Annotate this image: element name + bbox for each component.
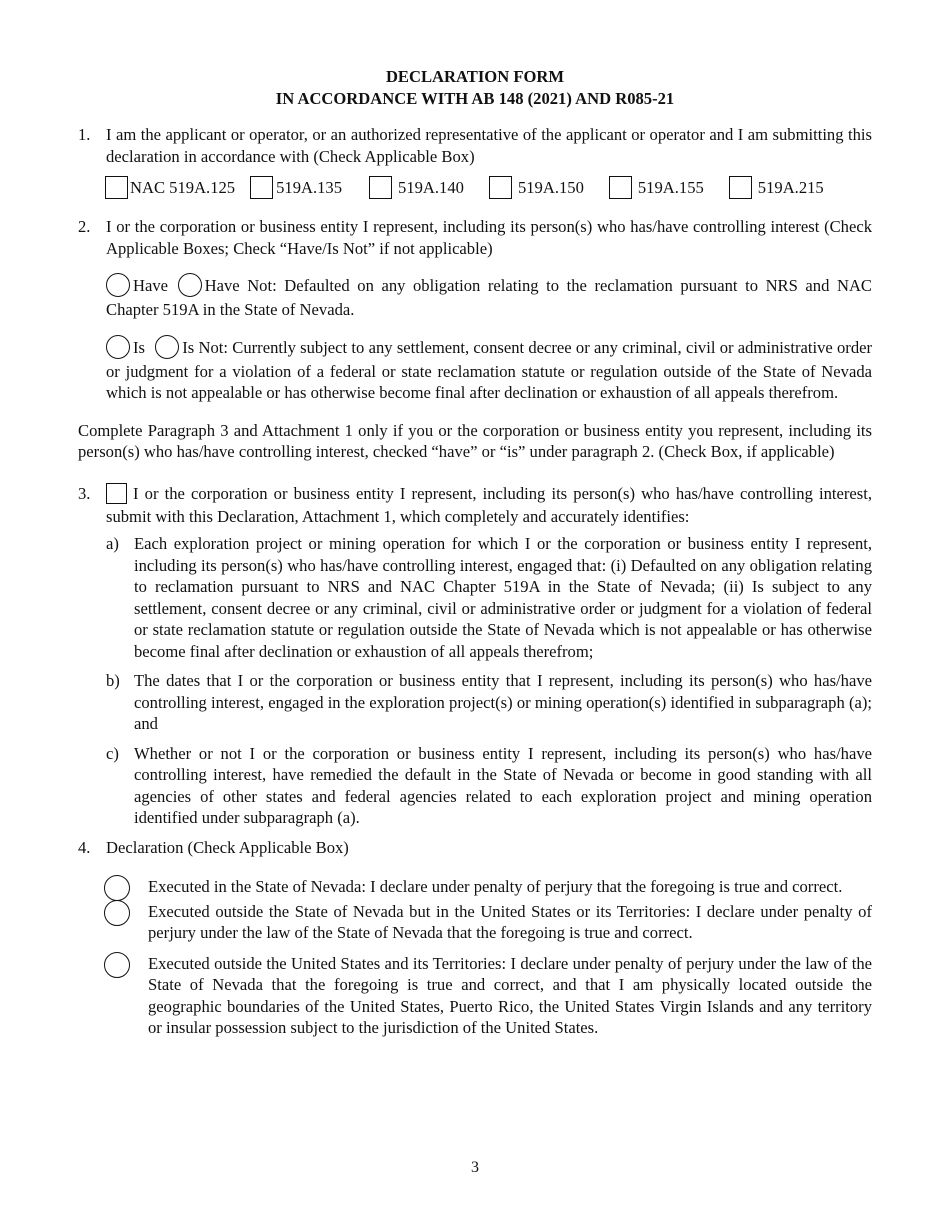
radio-is-label: Is: [133, 337, 145, 357]
checkbox-519a-135[interactable]: [250, 176, 342, 199]
item-3-text: I or the corporation or business entity I represent, including its person(s) who has/have controlling interest, submit with this Declaration, Attachment 1, which completely and accurately identifies:: [106, 483, 872, 526]
regulation-checkbox-row: [105, 176, 872, 199]
subitem-a: [78, 533, 872, 662]
declaration-option-text: Executed outside the State of Nevada but in the United States or its Territories: I declare under penalty of perjury under the law of the State of Nevada that the foregoing is true and correct.: [148, 901, 872, 943]
radio-have-not[interactable]: [178, 273, 202, 297]
title-line-2: IN ACCORDANCE WITH AB 148 (2021) AND R085-21: [275, 89, 675, 108]
item-1: [78, 124, 872, 167]
declaration-option-us: [78, 901, 872, 944]
radio-executed-in-us[interactable]: [104, 900, 130, 926]
checkbox-square[interactable]: [609, 176, 632, 199]
checkbox-label: 519A.150: [517, 177, 584, 197]
declaration-option-text: Executed outside the United States and its Territories: I declare under penalty of perjury under the law of the State of Nevada that the foregoing is true and correct, and that I am physically located outside the geographic boundaries of the United States, Puerto Rico, the United States Virgin Islands and any territory or insular possession subject to the jurisdiction of the United States.: [148, 953, 872, 1038]
radio-have-label: Have: [133, 276, 169, 295]
subitem-b-label: b): [106, 671, 120, 691]
radio-have[interactable]: [106, 273, 130, 297]
checkbox-square[interactable]: [369, 176, 392, 199]
subitem-b: [78, 670, 872, 735]
item-2-text: I or the corporation or business entity I represent, including its person(s) who has/have controlling interest (Check Applicable Boxes; Check “Have/Is Not” if not applicable): [106, 217, 872, 258]
checkbox-square[interactable]: [250, 176, 273, 199]
radio-is-not[interactable]: [155, 335, 179, 359]
radio-executed-outside-us[interactable]: [104, 952, 130, 978]
checkbox-label: 519A.155: [637, 177, 704, 197]
declaration-option-text: Executed in the State of Nevada: I declare under penalty of perjury that the foregoing is true and correct.: [148, 877, 843, 897]
default-radio-group: [78, 275, 872, 321]
item-3-number: 3.: [78, 483, 91, 503]
checkbox-label: 519A.140: [398, 177, 464, 197]
item-4-number: 4.: [78, 837, 91, 857]
checkbox-label: NAC 519A.125: [130, 177, 236, 197]
checkbox-519a-215[interactable]: [729, 176, 824, 199]
item-1-text: I am the applicant or operator, or an authorized representative of the applicant or operator and I am submitting this declaration in accordance with (Check Applicable Box): [106, 125, 872, 166]
paragraph-3-instruction: Complete Paragraph 3 and Attachment 1 only if you or the corporation or business entity you represent, including its person(s) who has/have controlling interest, checked “have” or “is” under paragraph 2. (Check Box, if applicable): [78, 420, 872, 462]
subitem-a-label: a): [106, 534, 119, 554]
item-4-text: Declaration (Check Applicable Box): [106, 837, 349, 857]
item-1-number: 1.: [78, 125, 91, 144]
checkbox-square[interactable]: [105, 176, 128, 199]
document-page: [78, 66, 872, 1039]
checkbox-519a-155[interactable]: [609, 176, 704, 199]
declaration-option-nevada: [78, 876, 872, 898]
form-title: [78, 66, 872, 110]
radio-is-not-label: Is Not: Currently subject to any settlement, consent decree or any criminal, civil or administrative order or judgment for a violation of a federal or state reclamation statute or regulation outside of the State of Nevada which is not appealable or has otherwise become final after declination or exhaustion of all appeals therefrom.: [106, 337, 873, 403]
subitem-c-text: Whether or not I or the corporation or business entity I represent, including its person(s) who has/have controlling interest, have remedied the default in the State of Nevada or become in good standing with all agencies of other states and federal agencies related to each exploration project and mining operation identified under subparagraph (a).: [134, 743, 872, 828]
checkbox-square[interactable]: [729, 176, 752, 199]
checkbox-label: 519A.215: [757, 177, 824, 197]
subitem-a-text: Each exploration project or mining operation for which I or the corporation or business entity I represent, including its person(s) who has/have controlling interest, engaged that: (i) Defaulted on any obligation relating to reclamation pursuant to NRS and NAC Chapter 519A in the State of Nevada; (ii) Is subject to any settlement, consent decree or any criminal, civil or administrative order or judgment for a violation of federal or state reclamation statute or regulation outside the State of Nevada which is not appealable or has otherwise become final after declination or exhaustion of all appeals therefrom;: [134, 534, 872, 661]
item-2: [78, 216, 872, 259]
attachment-1-checkbox[interactable]: [106, 483, 127, 504]
radio-have-not-label: Have Not: Defaulted on any obligation relating to the reclamation pursuant to NRS and NAC Chapter 519A in the State of Nevada.: [106, 276, 873, 320]
radio-executed-in-nevada[interactable]: [104, 875, 130, 901]
checkbox-label: 519A.135: [276, 177, 343, 197]
page-number: 3: [471, 1159, 479, 1176]
declaration-option-outside-us: [78, 953, 872, 1039]
subitem-c: [78, 743, 872, 829]
checkbox-519a-150[interactable]: [489, 176, 584, 199]
checkbox-nac-519a-125[interactable]: [105, 176, 235, 199]
subitem-b-text: The dates that I or the corporation or business entity that I represent, including its person(s) who has/have controlling interest, engaged in the exploration project(s) or mining operation(s) identified in subparagraph (a); and: [134, 671, 872, 734]
subitem-c-label: c): [106, 743, 119, 763]
checkbox-519a-140[interactable]: [369, 176, 464, 199]
settlement-radio-group: [78, 337, 872, 404]
item-3: [78, 483, 872, 527]
item-2-number: 2.: [78, 217, 91, 236]
checkbox-square[interactable]: [489, 176, 512, 199]
title-line-1: DECLARATION FORM: [385, 67, 565, 86]
radio-is[interactable]: [106, 335, 130, 359]
item-4: [78, 837, 872, 859]
